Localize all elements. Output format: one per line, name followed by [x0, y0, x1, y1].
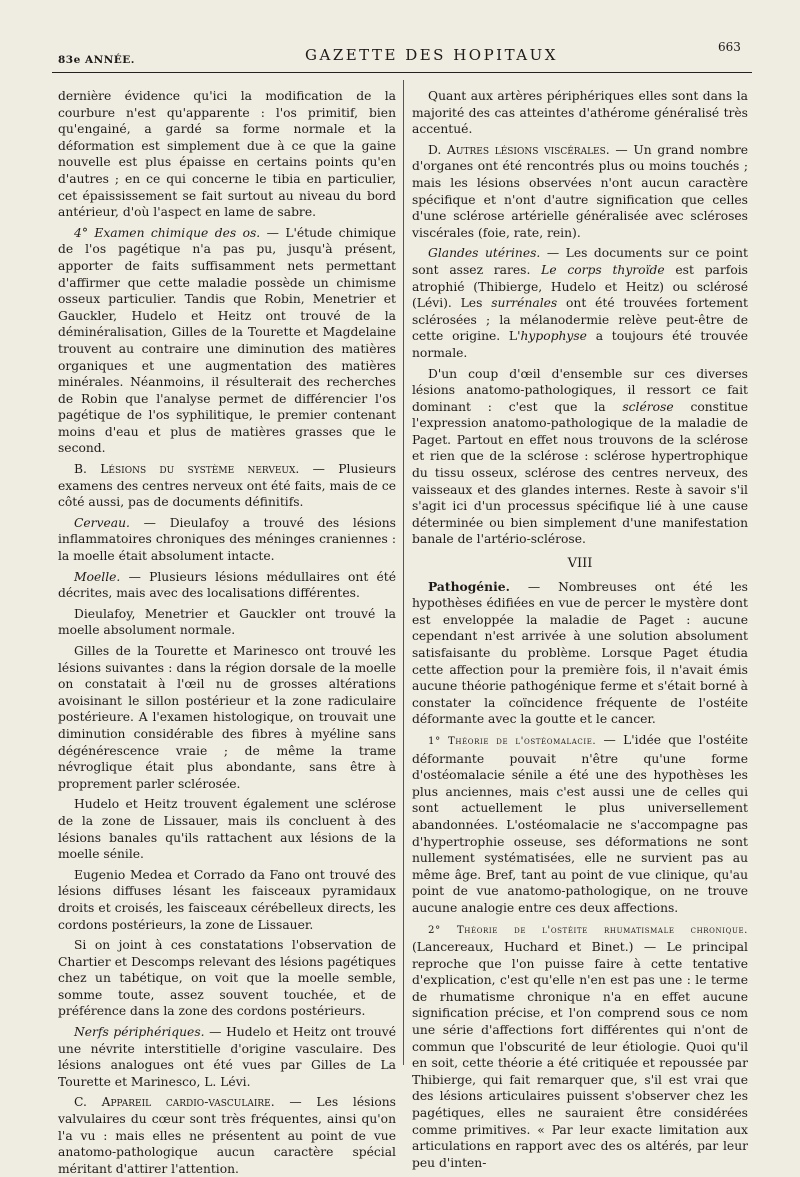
paragraph — [58, 461, 396, 511]
paragraph — [58, 569, 396, 602]
paragraph-text: (Lancereaux, Huchard et Binet.) — Le principal reproche que l'on puisse faire à cette tentative d'explication, c'est qu'elle n'en est pas une : le terme de rhumatisme chronique n'a en effet aucune signification précise, et l'on comprend sous ce nom une série d'affections fort différentes qui n'ont de commun que l'obscurité de leur étiologie. Quoi qu'il en soit, cette théorie a été critiquée et repoussée par Thibierge, qui fait remarquer que, s'il est vrai que des lésions articulaires puissent s'observer chez les pagétiques, elles ne sauraient être considérées comme primitives. « Par leur exacte limitation aux articulations en rapport avec des os altérés, par leur peu d'inten- — [412, 940, 748, 1170]
paragraph-heading: Moelle. — [74, 569, 121, 584]
paragraph-text: — L'idée que l'ostéite déformante pouvait n'être qu'une forme d'ostéomalacie sénile a été une des hypothèses les plus anciennes, mais c'est aussi une de celles qui sont actuellement le plus universellement abandonnées. L'ostéomalacie ne s'accompagne pas d'hypertrophie osseuse, ses déformations ne sont nullement systématisées, elle ne survient pas au même âge. Bref, tant au point de vue clinique, qu'au point de vue anatomo-pathologique, on ne trouve aucune analogie entre ces deux affections. — [412, 732, 749, 915]
paragraph-heading: Glandes utérines. — [428, 246, 541, 261]
paragraph — [412, 579, 748, 728]
section-heading: Pathogénie. — [428, 578, 510, 594]
section-heading: D. Autres lésions viscérales. — [428, 142, 610, 157]
paragraph: Eugenio Medea et Corrado da Fano ont trouvé des lésions diffuses lésant les faisceaux pyramidaux droits et croisés, les faisceaux cérébelleux directs, les cordons postérieurs, la zone de Lissauer. — [58, 867, 396, 932]
page-number: 663 — [718, 40, 741, 54]
paragraph — [58, 1094, 396, 1177]
paragraph-text: — Nombreuses ont été les hypothèses édifiées en vue de percer le mystère dont est enveloppée la maladie de Paget : aucune cependant n'est arrivée à une solution absolument satisfaisante du problème. Lorsque Paget étudia cette affection pour la première fois, il n'avait émis aucune théorie pathogénique ferme et s'était borné à constater la coïncidence fréquente de l'ostéite déformante avec la goutte et le cancer. — [412, 579, 748, 727]
section-heading: 2° Théorie de l'ostéite rhumatismale chronique. — [428, 924, 748, 936]
section-heading: C. Appareil cardio-vasculaire. — [74, 1095, 275, 1110]
paragraph-heading: Cerveau. — [74, 515, 130, 530]
paragraph: dernière évidence qu'ici la modification de la courbure n'est qu'apparente : l'os primitif, bien qu'engainé, a gardé sa forme normale et la déformation est simplement due à ce que la gaine nouvelle est plus épaisse en certains points qu'en d'autres ; en ce qui concerne le tibia en particulier, cet épaississement se fait surtout au niveau du bord antérieur, d'où l'aspect en lame de sabre. — [58, 89, 396, 220]
paragraph-text: — Un grand nombre d'organes ont été rencontrés plus ou moins touchés ; mais les lésions observées n'ont aucun caractère spécifique et n'ont d'autre signification que celles d'une sclérose artérielle généralisée avec scléroses viscérales (foie, rate, rein). — [412, 142, 748, 240]
paragraph — [412, 732, 748, 917]
paragraph: Gilles de la Tourette et Marinesco ont trouvé les lésions suivantes : dans la région dorsale de la moelle on constatait à l'œil nu de grosses altérations avoisinant le sillon postérieur et la zone radiculaire postérieure. A l'examen histologique, on trouvait une diminution considérable des fibres à myéline sans dégénérescence vraie ; de même la trame névroglique était plus abondante, sans être à proprement parler sclérosée. — [58, 644, 396, 791]
paragraph: Si on joint à ces constatations l'observation de Chartier et Descomps relevant des lésions pagétiques chez un tabétique, on voit que la moelle semble, somme toute, assez souvent touchée, et de préférence dans la zone des cordons postérieurs. — [58, 938, 396, 1019]
paragraph: Dieulafoy, Menetrier et Gauckler ont trouvé la moelle absolument normale. — [58, 606, 396, 638]
paragraph — [58, 225, 396, 457]
paragraph-text: — Plusieurs examens des centres nerveux ont été faits, mais de ce côté aussi, pas de documents définitifs. — [58, 462, 397, 510]
paragraph: Quant aux artères périphériques elles sont dans la majorité des cas atteintes d'athérome généralisé très accentué. — [412, 89, 748, 137]
paragraph-text: — Dieulafoy a trouvé des lésions inflammatoires chroniques des méninges craniennes : la moelle était absolument intacte. — [58, 515, 396, 564]
journal-title: GAZETTE DES HOPITAUX — [305, 46, 558, 64]
header-rule — [52, 72, 752, 73]
paragraph — [58, 1024, 396, 1090]
paragraph-heading: 4° Examen chimique des os. — [74, 225, 261, 240]
paragraph — [412, 921, 748, 1172]
section-heading: 1° Théorie de l'ostéomalacie. — [428, 735, 597, 747]
paragraph: D'un coup d'œil d'ensemble sur ces diverses lésions anatomo-pathologiques, il ressort ce fait dominant : c'est que la sclérose constitue l'expression anatomo-pathologique de la maladie de Paget. Partout en effet nous trouvons de la sclérose et rien que de la sclérose : sclérose hypertrophique du tissu osseux, sclérose des centres nerveux, des vaisseaux et des glandes internes. Reste à savoir s'il s'agit ici d'un processus spécifique lié à une cause déterminée ou bien simplement d'une manifestation banale de l'artério-sclérose. — [412, 366, 748, 547]
paragraph — [58, 515, 396, 565]
column-divider — [403, 80, 404, 1065]
right-column — [412, 88, 749, 1170]
left-column — [58, 88, 397, 1176]
paragraph: Hudelo et Heitz trouvent également une sclérose de la zone de Lissauer, mais ils concluent à des lésions banales qu'ils rattachent aux lésions de la moelle sénile. — [58, 797, 396, 862]
paragraph-heading: Nerfs périphériques. — [74, 1025, 205, 1040]
paragraph — [412, 142, 748, 242]
paragraph: Glandes utérines. — Les documents sur ce point sont assez rares. Le corps thyroïde est parfois atrophié (Thibierge, Hudelo et Heitz) ou sclérosé (Lévi). Les surrénales ont été trouvées fortement sclérosées ; la mélanodermie relève peut-être de cette origine. L'hypophyse a toujours été trouvée normale. — [412, 246, 748, 360]
paragraph-text: — Les lésions valvulaires du cœur sont très fréquentes, ainsi qu'on l'a vu : mais elles ne présentent au point de vue anatomo-pathologique aucun caractère spécial méritant d'attirer l'attention. — [58, 1095, 396, 1176]
section-heading: B. Lésions du système nerveux. — [74, 462, 300, 477]
section-number: VIII — [567, 556, 593, 572]
issue-year: 83e ANNÉE. — [58, 54, 135, 66]
paragraph-text: — L'étude chimique de l'os pagétique n'a pas pu, jusqu'à présent, apporter de faits suffisamment nets permettant d'affirmer que cette maladie possède un chimisme osseux particulier. Tandis que Robin, Menetrier et Gauckler, Hudelo et Heitz ont trouvé de la déminéralisation, Gilles de la Tourette et Magdelaine trouvent au contraire une diminution des matières organiques et une augmentation des matières minérales. Néanmoins, il résulterait des recherches de Robin que l'analyse permet de différencier l'os pagétique de l'os syphilitique, le premier contenant moins d'eau et plus de matières grasses que le second. — [58, 225, 396, 456]
paragraph-text: — Plusieurs lésions médullaires ont été décrites, mais avec des localisations différentes. — [58, 569, 396, 601]
paragraph-text: — Hudelo et Heitz ont trouvé une névrite interstitielle d'origine vasculaire. Des lésions analogues ont été vues par Gilles de La Tourette et Marinesco, L. Lévi. — [58, 1025, 396, 1089]
